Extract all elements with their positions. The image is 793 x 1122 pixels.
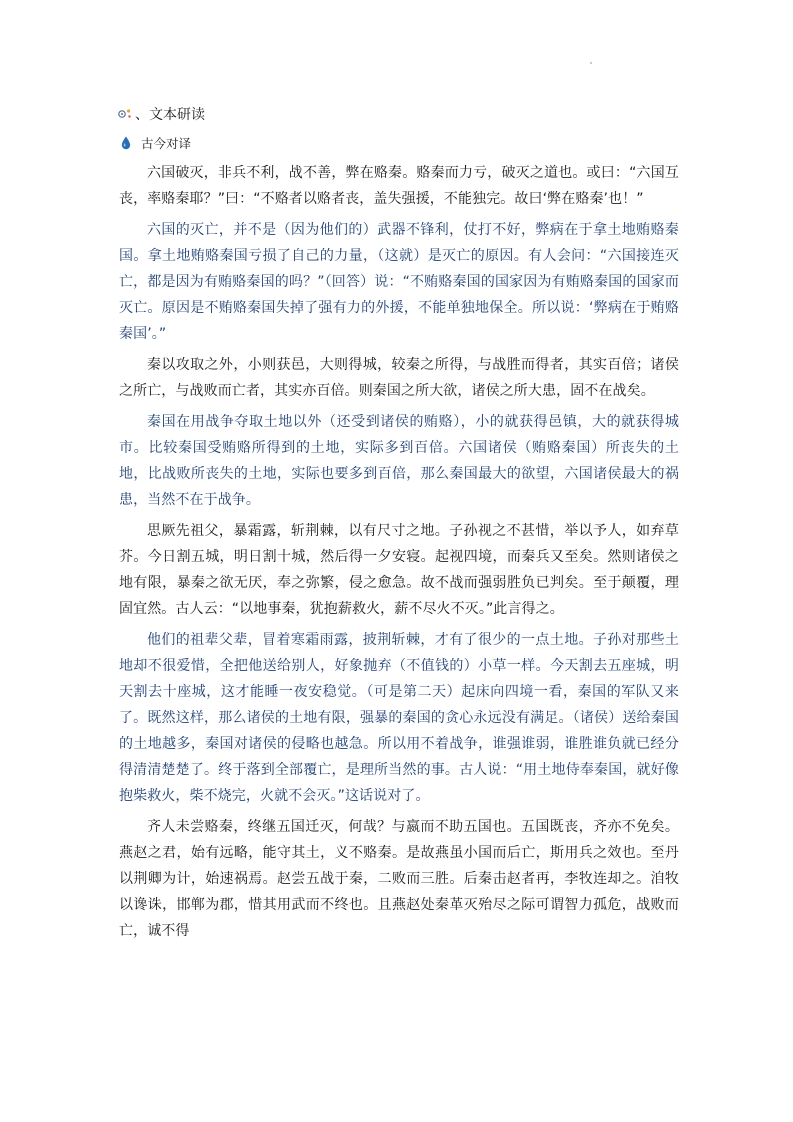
original-paragraph: 齐人未尝赂秦，终继五国迁灭，何哉？与嬴而不助五国也。五国既丧，齐亦不免矣。燕赵之君，始有远略，能守其土，义不赂秦。是故燕虽小国而后亡，斯用兵之效也。至丹以荆卿为计，始速祸焉。赵尝五战于秦，二败而三胜。后秦击赵者再，李牧连却之。洎牧以谗诛，邯郸为郡，惜其用武而不终也。且燕赵处秦革灭殆尽之际可谓智力孤危，战败而亡，诚不得: [119, 819, 679, 939]
original-paragraph: 六国破灭，非兵不利，战不善，弊在赂秦。赂秦而力亏，破灭之道也。或曰：“六国互丧，率赂秦耶？”曰：“不赂者以赂者丧，盖失强援，不能独完。故曰‘弊在赂秦’也！”: [119, 165, 679, 207]
stray-dot: [590, 62, 592, 64]
text-body: [119, 160, 679, 944]
translation-paragraph: 秦国在用战争夺取土地以外（还受到诸侯的贿赂），小的就获得邑镇，大的就获得城市。比较秦国受贿赂所得到的土地，实际多到百倍。六国诸侯（贿赂秦国）所丧失的土地，比战败所丧失的土地，实际也要多到百倍，那么秦国最大的欲望，六国诸侯最大的祸患，当然不在于战争。: [119, 414, 679, 508]
original-paragraph: 秦以攻取之外，小则获邑，大则得城，较秦之所得，与战胜而得者，其实百倍；诸侯之所亡，与战败而亡者，其实亦百倍。则秦国之所大欲，诸侯之所大患，固不在战矣。: [119, 357, 679, 399]
translation-paragraph: 他们的祖辈父辈，冒着寒霜雨露，披荆斩棘，才有了很少的一点土地。子孙对那些土地却不很爱惜，全把他送给别人，好象抛弃（不值钱的）小草一样。今天割去五座城，明天割去十座城，这才能睡一夜安稳觉。（可是第二天）起床向四境一看，秦国的军队又来了。既然这样，那么诸侯的土地有限，强暴的秦国的贪心永远没有满足。（诸侯）送给秦国的土地越多，秦国对诸侯的侵略也越急。所以用不着战争，谁强谁弱，谁胜谁负就已经分得清清楚楚了。终于落到全部覆亡，是理所当然的事。古人说：“用土地侍奉秦国，就好像抱柴救火，柴不烧完，火就不会灭。”这话说对了。: [119, 632, 679, 804]
subsection-heading: [121, 134, 191, 152]
sparkle-icon: [117, 107, 133, 121]
section-heading: [117, 104, 205, 124]
subsection-title: 古今对译: [141, 136, 192, 151]
section-title: 、文本研读: [135, 107, 205, 123]
translation-paragraph: 六国的灭亡，并不是（因为他们的）武器不锋利，仗打不好，弊病在于拿土地贿赂秦国。拿土地贿赂秦国亏损了自己的力量，（这就）是灭亡的原因。有人会问：“六国接连灭亡，都是因为有贿赂秦国的吗？”（回答）说：“不贿赂秦国的国家因为有贿赂秦国的国家而灭亡。原因是不贿赂秦国失掉了强有力的外援，不能单独地保全。所以说：‘弊病在于贿赂秦国’。”: [119, 222, 679, 342]
water-drop-icon: [121, 136, 131, 150]
original-paragraph: 思厥先祖父，暴霜露，斩荆棘，以有尺寸之地。子孙视之不甚惜，举以予人，如弃草芥。今日割五城，明日割十城，然后得一夕安寝。起视四境，而秦兵又至矣。然则诸侯之地有限，暴秦之欲无厌，奉之弥繁，侵之愈急。故不战而强弱胜负已判矣。至于颠覆，理固宜然。古人云：“以地事秦，犹抱薪救火，薪不尽火不灭。”此言得之。: [119, 523, 679, 617]
